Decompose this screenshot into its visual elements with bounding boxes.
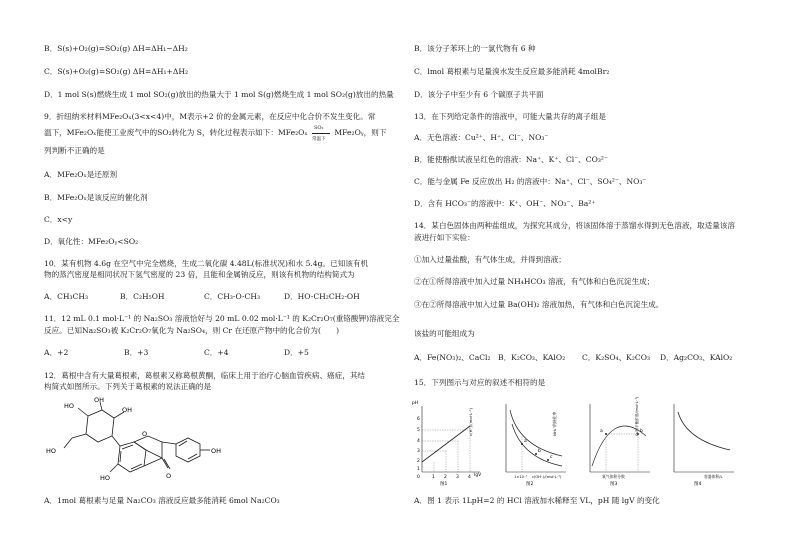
q9-option-d: D．氧化性：MFe₂Oᵧ<SO₂ bbox=[44, 237, 139, 246]
fig1-caption: 图1 bbox=[440, 482, 448, 487]
q15-option-a: A．图 1 表示 1LpH=2 的 HCl 溶液加水稀释至 VL，pH 随 lgV 的变化 bbox=[414, 496, 660, 505]
q10-stem-line1: 10．某有机物 4.6g 在空气中完全燃烧，生成二氧化碳 4.48L(标准状况)和水 5.4g。已知该有机 bbox=[44, 259, 369, 268]
fig1-x-ticks bbox=[432, 472, 482, 480]
fig1-ytick: 3 bbox=[417, 449, 420, 454]
q10-option-c: C．CH₃-O-CH₃ bbox=[204, 292, 260, 301]
q14-stem-line1: 14．某白色固体由两种盐组成，为探究其成分，将该固体溶于蒸馏水得到无色溶液，取适量该溶 bbox=[414, 221, 736, 230]
q9-option-b: B．MFe₂Oₓ是该反应的催化剂 bbox=[44, 193, 148, 202]
q14-option-c: C．K₂SO₄、K₂CO₃ bbox=[582, 353, 650, 362]
q11-stem-line1: 11．12 mL 0.1 mol·L⁻¹ 的 Na₂SO₃ 溶液恰好与 20 mL 0.02 mol·L⁻¹ 的 K₂Cr₂O₇(重铬酸钾)溶液完全 bbox=[44, 314, 400, 323]
q10-option-a: A．CH₃CH₃ bbox=[44, 292, 89, 301]
label-oh-phenol: OH bbox=[211, 447, 222, 455]
fig2-point-a bbox=[521, 443, 523, 445]
q12-option-b: B．该分子苯环上的一氯代物有 6 种 bbox=[414, 44, 536, 53]
fig2-point-c bbox=[547, 459, 549, 461]
q9-stem-pre: 温下，MFe₂Oₓ能使工业废气中的SO₂转化为 S，转化过程表示如下：MFe₂Oₓ bbox=[44, 128, 308, 137]
q10-stem-line2: 物的蒸汽密度是相同状况下氢气密度的 23 倍，且能和金属钠反应，则该有机物的结构简式为 bbox=[44, 270, 355, 279]
puerarin-structure bbox=[40, 396, 230, 488]
fig1-ytick: 6 bbox=[417, 417, 420, 422]
label-ho-ch2: HO bbox=[46, 447, 57, 455]
q12-stem-line1: 12．葛根中含有大量葛根素，葛根素又称葛根黄酮，临床上用于治疗心脑血管疾病、癌症，其结 bbox=[44, 371, 366, 380]
fig3-ylabel: NH₄⁺的转化率 bbox=[552, 411, 557, 436]
q13-stem: 13．在下列给定条件的溶液中，可能大量共存的离子组是 bbox=[414, 112, 606, 121]
fig3-label: a bbox=[600, 429, 603, 434]
q10-option-d: D．HO-CH₂CH₂-OH bbox=[284, 292, 360, 301]
benzene-ring-b bbox=[176, 438, 200, 462]
arrow-line bbox=[312, 133, 330, 134]
q14-question: 该盐的可能组成为 bbox=[414, 329, 475, 338]
q10-option-b: B．C₂H₅OH bbox=[120, 292, 165, 301]
q11-option-d: D．+5 bbox=[284, 348, 309, 357]
fig1-y-ticks bbox=[417, 416, 420, 480]
sugar-ring bbox=[86, 410, 114, 442]
q13-option-c: C．能与金属 Fe 反应放出 H₂ 的溶液中：Na⁺、Cl⁻、SO₄²⁻、NO₃⁻ bbox=[414, 177, 647, 186]
q9-option-a: A．MFe₂Oₓ是还原剂 bbox=[44, 170, 118, 179]
fig2-label: a bbox=[524, 439, 527, 444]
fig1-ytick: 5 bbox=[417, 428, 420, 433]
q14-step2: ②在①所得溶液中加入过量 NH₄HCO₃ 溶液，有气体和白色沉淀生成； bbox=[414, 277, 655, 286]
fig3-label: b bbox=[640, 429, 643, 434]
fig1-xtick: 1 bbox=[432, 475, 435, 480]
fig2-label: c bbox=[550, 455, 553, 460]
q9-stem-line1: 9．折纽纳米材料MFe₂Oₓ(3<x<4)中，M表示+2 价的金属元素，在反应中化合价不发生变化。常 bbox=[44, 112, 376, 121]
q13-option-a: A．无色溶液：Cu²⁺、H⁺、Cl⁻、NO₃⁻ bbox=[414, 133, 549, 142]
q9-stem-post: MFe₂Oᵧ，则下 bbox=[334, 128, 387, 137]
q12-option-c: C．lmol 葛根素与足量溴水发生反应最多能消耗 4molBr₂ bbox=[414, 67, 610, 76]
q13-option-b: B．能使酚酞试液呈红色的溶液：Na⁺、K⁺、Cl⁻、CO₃²⁻ bbox=[414, 155, 608, 164]
fig2-label: b bbox=[538, 449, 541, 454]
fig3-point-a bbox=[605, 433, 607, 435]
q9-option-c: C．x<y bbox=[44, 215, 73, 224]
fig1-xunit: lgV bbox=[474, 473, 482, 478]
fig1-ytick: 4 bbox=[417, 439, 420, 444]
q8-option-b: B．S(s)+O₂(g)=SO₂(g) ΔH=ΔH₁−ΔH₂ bbox=[44, 44, 188, 53]
label-o-carbonyl: O bbox=[166, 472, 172, 480]
q12-option-a: A．1mol 葛根素与足量 Na₂CO₃ 溶液反应最多能消耗 6mol Na₂CO₃ bbox=[44, 496, 280, 505]
fig1-ytick: 2 bbox=[417, 459, 420, 464]
pyranone-ring bbox=[134, 436, 162, 458]
arrow-top-label: SO₂ bbox=[313, 125, 324, 131]
fig4-caption: 图4 bbox=[694, 482, 702, 487]
label-ho-left: HO bbox=[64, 402, 75, 410]
q11-option-c: C．+4 bbox=[204, 348, 229, 357]
q11-stem-line2: 反应。已知Na₂SO₃被 K₂Cr₂O₇氧化为 Na₂SO₄，则 Cr 在还原产物中的化合价为( ) bbox=[44, 326, 340, 335]
figure-1-ph-dilution bbox=[408, 396, 488, 486]
q14-option-b: B．K₂CO₃、KAlO₂ bbox=[498, 353, 566, 362]
fig3-caption: 图3 bbox=[610, 482, 618, 487]
benzene-ring-a bbox=[118, 442, 146, 472]
label-oh-right: OH bbox=[122, 406, 133, 414]
fig4-ylabel: O₂的平衡浓度/(mol·L⁻¹) bbox=[635, 396, 639, 436]
fig1-ylabel: pH bbox=[412, 401, 419, 406]
fig2-caption: 图2 bbox=[526, 482, 534, 487]
reaction-arrow bbox=[310, 125, 332, 142]
fig2-point-b bbox=[535, 453, 537, 455]
q15-stem: 15．下列图示与对应的叙述不相符的是 bbox=[414, 378, 546, 387]
q14-options bbox=[414, 353, 754, 363]
q11-option-b: B．+3 bbox=[124, 348, 149, 357]
figure-3-conversion bbox=[552, 396, 656, 487]
fig2-xlabel: c(OH⁻)/(mol·L⁻¹) bbox=[532, 475, 562, 479]
q11-option-a: A．+2 bbox=[44, 348, 69, 357]
label-ho-bottom: HO bbox=[100, 474, 111, 482]
q14-stem-line2: 液进行如下实验： bbox=[414, 233, 475, 242]
fig2-ylabel: c(H⁺)/(mol·L⁻¹) bbox=[468, 407, 473, 436]
fig3-xlabel: 氧气体积分数 bbox=[602, 474, 625, 479]
q12-option-d: D．该分子中至少有 6 个碳原子共平面 bbox=[414, 90, 544, 99]
fig4-curve bbox=[678, 412, 730, 450]
q14-step1: ①加入过量盐酸，有气体生成，并得到溶液； bbox=[414, 255, 566, 264]
q14-step3: ③在②所得溶液中加入过量 Ba(OH)₂ 溶液加热，有气体和白色沉淀生成。 bbox=[414, 300, 664, 309]
arrow-bottom-label: 常温下 bbox=[311, 137, 326, 142]
label-o-ring: O bbox=[142, 430, 148, 438]
q13-option-d: D．含有 HCO₃⁻的溶液中：K⁺、OH⁻、NO₃⁻、Ba²⁺ bbox=[414, 199, 596, 208]
q12-stem-line2: 构简式如图所示。下列关于葛根素的说法正确的是 bbox=[44, 382, 212, 391]
fig2-xtick: 1×10⁻⁷ bbox=[514, 475, 528, 479]
figure-4-equilibrium bbox=[635, 396, 740, 487]
q11-options bbox=[44, 348, 384, 358]
q14-option-d: D．Ag₂CO₃、KAlO₂ bbox=[660, 353, 733, 362]
q14-option-a: A．Fe(NO₃)₂、CaCl₂ bbox=[414, 353, 491, 362]
fig1-ytick: 0 bbox=[417, 475, 420, 480]
q8-option-c: C．S(s)+O₂(g)=SO₂(g) ΔH=ΔH₁+ΔH₂ bbox=[44, 67, 189, 76]
q10-options bbox=[44, 292, 384, 302]
fig4-xlabel: 容器体积/L bbox=[704, 474, 723, 479]
fig1-xtick: 4 bbox=[468, 475, 471, 480]
q9-stem-line3: 列判断不正确的是 bbox=[44, 146, 105, 155]
fig1-xtick: 3 bbox=[456, 475, 459, 480]
q9-stem-line2 bbox=[44, 125, 387, 142]
q8-option-d: D．1 mol S(s)燃烧生成 1 mol SO₂(g)放出的热量大于 1 mol S(g)燃烧生成 1 mol SO₂(g)放出的热量 bbox=[44, 90, 394, 99]
fig1-xtick: 2 bbox=[444, 475, 447, 480]
fig1-ytick: 1 bbox=[417, 467, 420, 472]
label-oh-top: OH bbox=[94, 396, 105, 404]
